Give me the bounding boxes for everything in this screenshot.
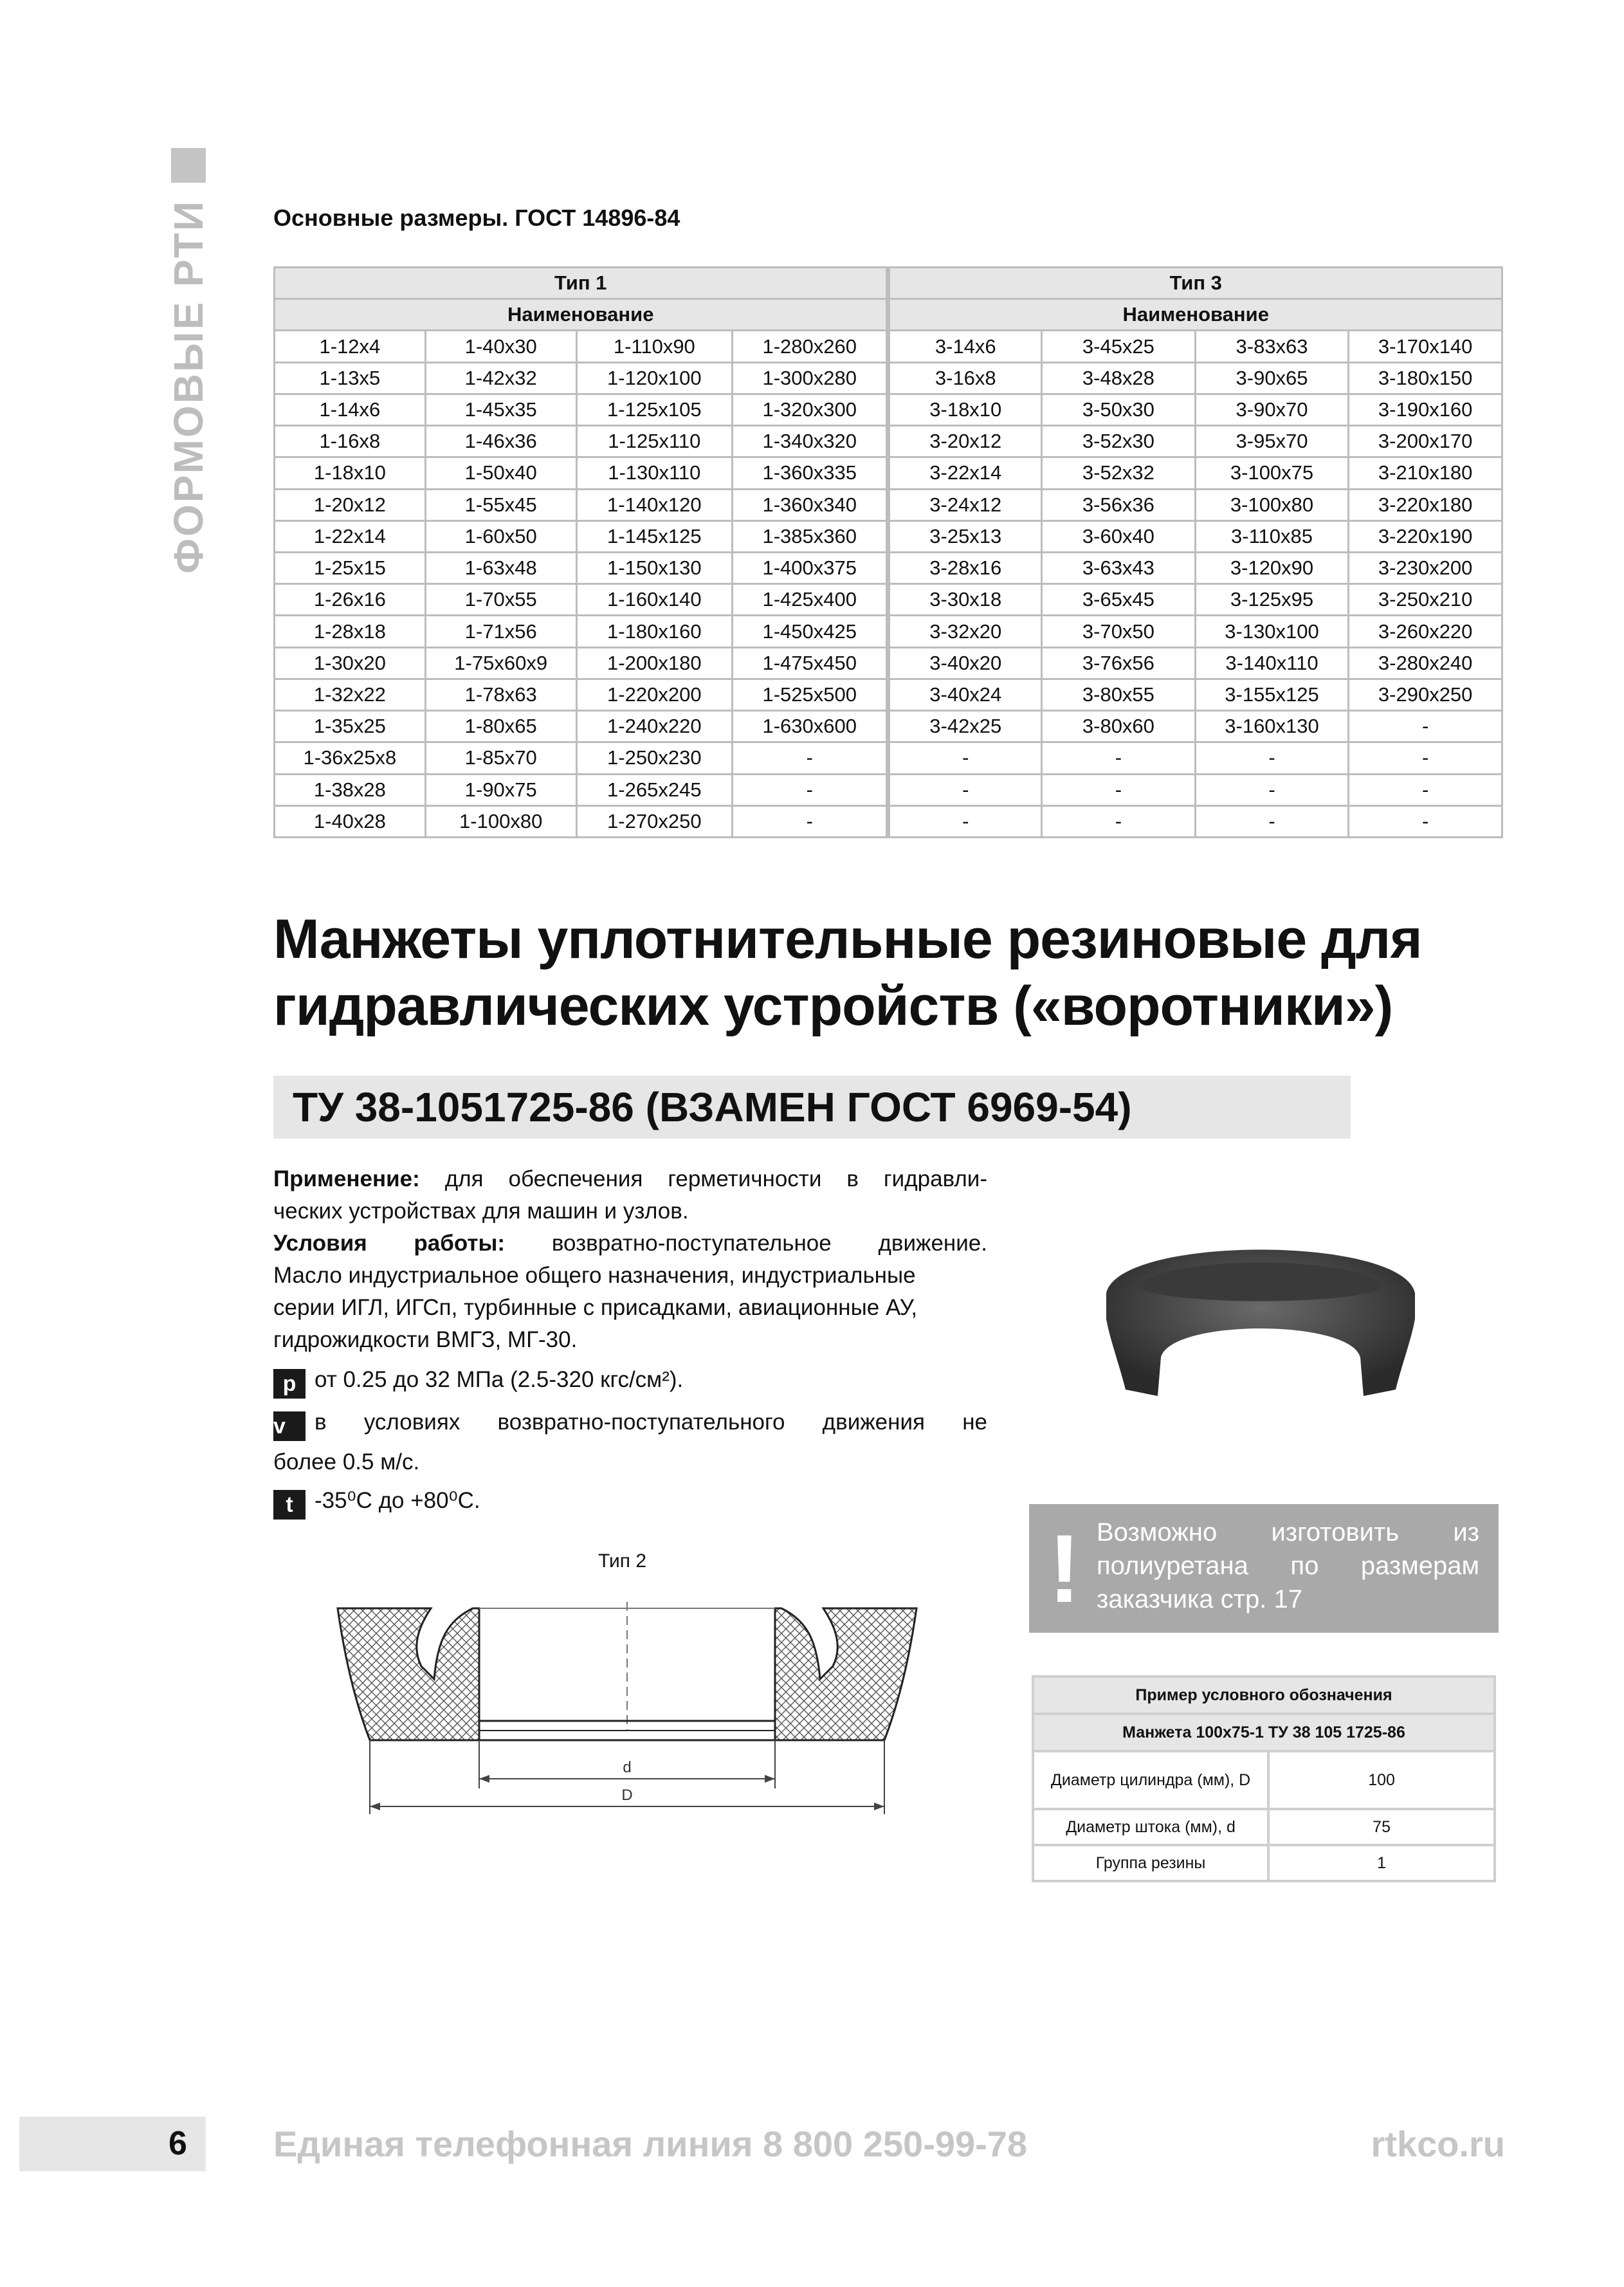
table-cell: 1-38x28 (275, 774, 426, 805)
table-row (275, 426, 1502, 457)
table-cell: 3-250x210 (1349, 584, 1502, 616)
table-row (275, 584, 1502, 616)
example-label-rod: Диаметр штока (мм), d (1033, 1809, 1268, 1845)
page-title (273, 906, 1422, 1040)
pressure-icon: p (273, 1369, 306, 1399)
page-number: 6 (169, 2125, 187, 2162)
example-header: Пример условного обозначения (1033, 1676, 1495, 1714)
table-cell: 1-46x36 (425, 426, 576, 457)
table-cell: 1-360x340 (733, 489, 888, 520)
table-cell: 1-630x600 (733, 711, 888, 742)
table-cell: 3-100x80 (1195, 489, 1349, 520)
example-label-cylinder: Диаметр цилиндра (мм), D (1033, 1751, 1268, 1809)
table-cell: - (888, 774, 1042, 805)
table-cell: 3-220x190 (1349, 520, 1502, 552)
velocity-icon: v (273, 1411, 306, 1441)
note-line-1: Возможно изготовить из (1097, 1518, 1479, 1547)
table-cell: 3-50x30 (1042, 394, 1196, 425)
table-cell: 3-63x43 (1042, 552, 1196, 583)
table-cell: 1-80x65 (425, 711, 576, 742)
table-row (275, 457, 1502, 489)
table-cell: 3-45x25 (1042, 331, 1196, 362)
table-cell: 3-83x63 (1195, 331, 1349, 362)
table-cell: 1-20x12 (275, 489, 426, 520)
table-cell: 1-300x280 (733, 362, 888, 394)
example-label-rubber: Группа резины (1033, 1845, 1268, 1881)
table-cell: 3-65x45 (1042, 584, 1196, 616)
table-cell: 3-100x75 (1195, 457, 1349, 489)
table-cell: 3-30x18 (888, 584, 1042, 616)
table-cell: 3-230x200 (1349, 552, 1502, 583)
table-cell: 1-525x500 (733, 679, 888, 710)
note-line-3: заказчика стр. 17 (1097, 1585, 1302, 1613)
table-cell: 1-270x250 (576, 805, 732, 837)
table-cell: 1-130x110 (576, 457, 732, 489)
table-cell: 1-160x140 (576, 584, 732, 616)
table-cell: - (1195, 774, 1349, 805)
table-cell: 1-71x56 (425, 616, 576, 647)
type3-name-header: Наименование (888, 299, 1502, 331)
table-cell: 1-40x28 (275, 805, 426, 837)
table-cell: 3-170x140 (1349, 331, 1502, 362)
table-cell: 3-280x240 (1349, 647, 1502, 679)
spec-code: ТУ 38-1051725-86 (ВЗАМЕН ГОСТ 6969-54) (293, 1084, 1132, 1130)
table-cell: 3-18x10 (888, 394, 1042, 425)
table-cell: 1-75x60x9 (425, 647, 576, 679)
table-cell: 1-125x110 (576, 426, 732, 457)
application-line-1 (273, 1163, 987, 1195)
table-row (275, 552, 1502, 583)
table-cell: 3-200x170 (1349, 426, 1502, 457)
table-cell: - (1042, 774, 1196, 805)
table-subtitle: Основные размеры. ГОСТ 14896-84 (273, 205, 680, 231)
diagram-label: Тип 2 (598, 1550, 647, 1572)
diagram-d-label: d (623, 1759, 632, 1776)
table-row (275, 679, 1502, 710)
table-cell: 3-56x36 (1042, 489, 1196, 520)
table-cell: 1-50x40 (425, 457, 576, 489)
conditions-label: Условия работы: (273, 1231, 506, 1256)
table-cell: 1-150x130 (576, 552, 732, 583)
table-cell: 1-22x14 (275, 520, 426, 552)
type1-header: Тип 1 (275, 268, 888, 299)
table-cell: 3-90x70 (1195, 394, 1349, 425)
table-cell: 1-25x15 (275, 552, 426, 583)
table-cell: - (1195, 742, 1349, 774)
table-cell: 3-60x40 (1042, 520, 1196, 552)
table-cell: 3-125x95 (1195, 584, 1349, 616)
table-row (275, 711, 1502, 742)
table-cell: 1-26x16 (275, 584, 426, 616)
table-cell: 1-125x105 (576, 394, 732, 425)
table-cell: 1-240x220 (576, 711, 732, 742)
table-row (275, 520, 1502, 552)
table-cell: 1-280x260 (733, 331, 888, 362)
table-cell: 3-40x20 (888, 647, 1042, 679)
table-cell: 3-110x85 (1195, 520, 1349, 552)
table-cell: 3-16x8 (888, 362, 1042, 394)
conditions-line-3: серии ИГЛ, ИГСп, турбинные с присадками, авиационные АУ, (273, 1295, 918, 1320)
table-cell: 3-80x60 (1042, 711, 1196, 742)
table-cell: - (1042, 742, 1196, 774)
table-cell: 1-85x70 (425, 742, 576, 774)
example-value-cylinder: 100 (1268, 1751, 1495, 1809)
table-cell: - (1349, 711, 1502, 742)
polyurethane-note (1029, 1504, 1499, 1633)
conditions-text-1: возвратно-поступательное движение. (505, 1231, 987, 1256)
table-cell: 1-13x5 (275, 362, 426, 394)
table-cell: 1-265x245 (576, 774, 732, 805)
table-cell: 3-80x55 (1042, 679, 1196, 710)
table-cell: - (1349, 774, 1502, 805)
table-cell: 3-24x12 (888, 489, 1042, 520)
diagram-D-label: D (621, 1786, 633, 1804)
table-cell: - (888, 742, 1042, 774)
table-row (275, 362, 1502, 394)
table-cell: 3-76x56 (1042, 647, 1196, 679)
table-cell: 1-475x450 (733, 647, 888, 679)
table-cell: 3-160x130 (1195, 711, 1349, 742)
velocity-text-2: более 0.5 м/с. (273, 1449, 420, 1474)
example-value-rubber: 1 (1268, 1845, 1495, 1881)
temperature-icon: t (273, 1490, 306, 1520)
table-cell: 3-180x150 (1349, 362, 1502, 394)
application-line-2: ческих устройствах для машин и узлов. (273, 1199, 689, 1224)
table-row (275, 805, 1502, 837)
table-cell: 1-14x6 (275, 394, 426, 425)
title-line-1: Манжеты уплотнительные резиновые для (273, 908, 1422, 970)
table-cell: 1-385x360 (733, 520, 888, 552)
table-cell: 1-63x48 (425, 552, 576, 583)
table-cell: - (1349, 742, 1502, 774)
dimensions-table (273, 266, 1503, 838)
table-cell: 3-220x180 (1349, 489, 1502, 520)
example-table (1032, 1675, 1496, 1882)
pressure-text: от 0.25 до 32 МПа (2.5-320 кгс/см²). (315, 1367, 684, 1392)
table-cell: 3-22x14 (888, 457, 1042, 489)
table-cell: 3-32x20 (888, 616, 1042, 647)
table-cell: - (888, 805, 1042, 837)
table-cell: 1-400x375 (733, 552, 888, 583)
table-cell: 1-40x30 (425, 331, 576, 362)
table-cell: 1-60x50 (425, 520, 576, 552)
table-cell: - (733, 742, 888, 774)
table-cell: 1-12x4 (275, 331, 426, 362)
table-cell: 1-180x160 (576, 616, 732, 647)
table-cell: - (733, 774, 888, 805)
table-cell: 3-130x100 (1195, 616, 1349, 647)
example-value-rod: 75 (1268, 1809, 1495, 1845)
table-cell: 3-25x13 (888, 520, 1042, 552)
table-cell: 3-120x90 (1195, 552, 1349, 583)
table-row (275, 647, 1502, 679)
footer-website-link[interactable]: rtkco.ru (1371, 2124, 1505, 2164)
table-row (275, 742, 1502, 774)
table-cell: 1-35x25 (275, 711, 426, 742)
conditions-line-2: Масло индустриальное общего назначения, индустриальные (273, 1263, 916, 1288)
table-cell: 1-18x10 (275, 457, 426, 489)
table-cell: 1-100x80 (425, 805, 576, 837)
table-row (275, 331, 1502, 362)
table-cell: - (1195, 805, 1349, 837)
table-cell: 1-450x425 (733, 616, 888, 647)
side-square-marker (171, 148, 206, 183)
table-cell: 1-120x100 (576, 362, 732, 394)
note-line-2: полиуретана по размерам (1097, 1552, 1479, 1580)
table-cell: 1-45x35 (425, 394, 576, 425)
table-cell: 1-340x320 (733, 426, 888, 457)
table-cell: 3-52x30 (1042, 426, 1196, 457)
velocity-text-1: в условиях возвратно-поступательного движения не (315, 1410, 987, 1435)
table-cell: 1-220x200 (576, 679, 732, 710)
cuff-photo (1093, 1209, 1428, 1441)
table-cell: 1-320x300 (733, 394, 888, 425)
table-row (275, 394, 1502, 425)
table-cell: 1-70x55 (425, 584, 576, 616)
temperature-row (273, 1485, 987, 1520)
type3-header: Тип 3 (888, 268, 1502, 299)
table-cell: 1-90x75 (425, 774, 576, 805)
table-cell: 3-190x160 (1349, 394, 1502, 425)
table-cell: 3-48x28 (1042, 362, 1196, 394)
table-cell: 1-110x90 (576, 331, 732, 362)
table-cell: 1-140x120 (576, 489, 732, 520)
table-cell: 1-32x22 (275, 679, 426, 710)
side-label-text: ФОРМОВЫЕ РТИ (165, 199, 212, 574)
table-cell: 1-55x45 (425, 489, 576, 520)
table-cell: 3-140x110 (1195, 647, 1349, 679)
description-block (273, 1163, 987, 1520)
table-cell: 3-28x16 (888, 552, 1042, 583)
table-cell: - (733, 805, 888, 837)
cuff-cross-section-diagram (309, 1602, 926, 1814)
example-designation: Манжета 100x75-1 ТУ 38 105 1725-86 (1033, 1714, 1495, 1751)
note-text (1097, 1516, 1479, 1616)
table-row (275, 489, 1502, 520)
conditions-line-4: гидрожидкости ВМГЗ, МГ-30. (273, 1327, 578, 1352)
exclamation-icon: ! (1048, 1514, 1081, 1622)
footer-phone: Единая телефонная линия 8 800 250-99-78 (273, 2124, 1028, 2164)
table-cell: 1-42x32 (425, 362, 576, 394)
table-cell: 1-250x230 (576, 742, 732, 774)
temperature-text: -35⁰С до +80⁰С. (315, 1488, 480, 1513)
table-cell: - (1349, 805, 1502, 837)
table-cell: 3-260x220 (1349, 616, 1502, 647)
table-cell: 3-210x180 (1349, 457, 1502, 489)
table-cell: 3-155x125 (1195, 679, 1349, 710)
pressure-row (273, 1364, 987, 1399)
title-line-2: гидравлических устройств («воротники») (273, 975, 1393, 1037)
table-cell: 1-30x20 (275, 647, 426, 679)
table-cell: 1-200x180 (576, 647, 732, 679)
table-cell: 3-20x12 (888, 426, 1042, 457)
table-cell: 1-78x63 (425, 679, 576, 710)
table-cell: 1-36x25x8 (275, 742, 426, 774)
table-cell: 1-425x400 (733, 584, 888, 616)
velocity-row (273, 1406, 987, 1441)
table-row (275, 774, 1502, 805)
table-cell: 3-14x6 (888, 331, 1042, 362)
side-section-label (166, 148, 211, 637)
table-cell: 1-145x125 (576, 520, 732, 552)
table-cell: 3-290x250 (1349, 679, 1502, 710)
conditions-line-1 (273, 1227, 987, 1260)
application-text-1: для обеспечения герметичности в гидравли- (419, 1166, 987, 1191)
table-row (275, 616, 1502, 647)
table-cell: 3-40x24 (888, 679, 1042, 710)
type1-name-header: Наименование (275, 299, 888, 331)
table-cell: - (1042, 805, 1196, 837)
table-cell: 3-90x65 (1195, 362, 1349, 394)
table-cell: 3-95x70 (1195, 426, 1349, 457)
table-cell: 3-42x25 (888, 711, 1042, 742)
table-cell: 1-28x18 (275, 616, 426, 647)
dimensions-table-body (275, 331, 1502, 838)
application-label: Применение: (273, 1166, 420, 1191)
table-cell: 3-70x50 (1042, 616, 1196, 647)
table-cell: 1-360x335 (733, 457, 888, 489)
table-cell: 3-52x32 (1042, 457, 1196, 489)
table-cell: 1-16x8 (275, 426, 426, 457)
